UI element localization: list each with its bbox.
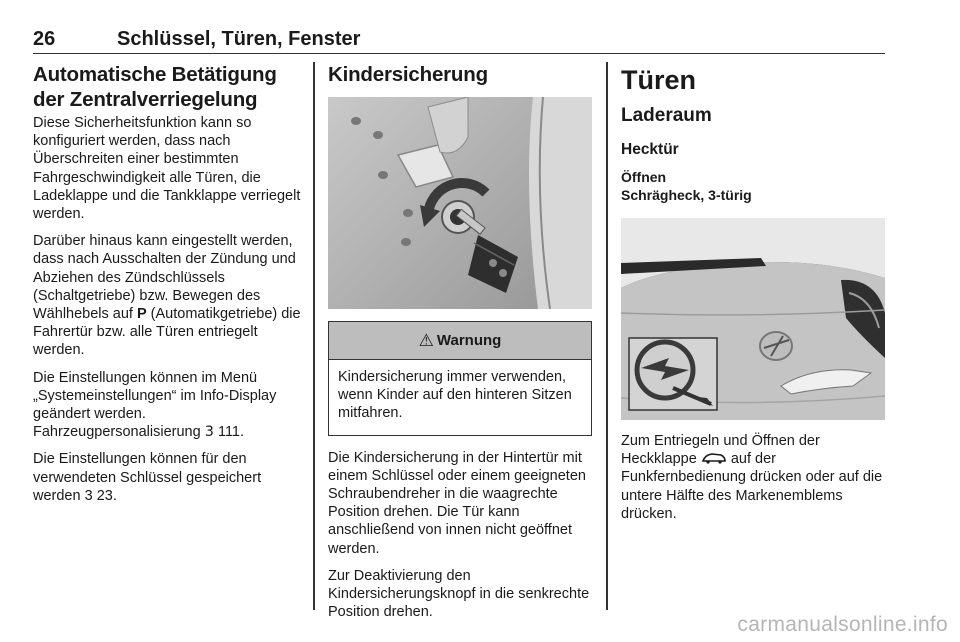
watermark: carmanualsonline.info [737,613,948,636]
warning-box [328,321,592,436]
page-reference[interactable]: 23 [96,487,113,504]
column-divider [606,62,608,610]
paragraph: Die Einstellungen können im Menü „Systemeinstellungen“ im Info-Display geändert werden. Fahrzeugpersonalisierung 3 111. [33,369,277,441]
car-tailgate-icon [701,452,727,464]
paragraph: Die Kindersicherung in der Hintertür mit einem Schlüssel oder einem geeigneten Schraubendreher in die waagrechte Position drehen. Die Tür kann anschließend von innen nicht geöffnet werden. [328,449,586,557]
page-ref-arrow-icon: 3 [84,487,93,504]
subsection-heading-open: Öffnen [621,169,667,185]
column-central-locking [33,62,301,505]
paragraph: Die Einstellungen können für den verwendeten Schlüssel gespeichert werden 3 23. [33,451,262,504]
subsection-heading-hatchback: Schrägheck, 3-türig [621,187,752,203]
page-reference[interactable]: 111 [217,424,240,441]
section-heading-cargo: Laderaum [621,105,712,126]
section-heading-child-lock: Kindersicherung [328,63,488,86]
column-child-lock [328,62,592,621]
paragraph: Darüber hinaus kann eingestellt werden, dass nach Ausschalten der Zündung und Abziehen des Zündschlüssels (Schaltgetriebe) bzw. Bewegen des Wählhebels auf P (Automatikgetriebe) die Fahrertür bzw. alle Türen entriegelt werden. [33,233,301,359]
paragraph: Diese Sicherheitsfunktion kann so konfiguriert werden, dass nach Überschreiten einer bestimmten Fahrgeschwindigkeit alle Türen, die Ladeklappe und die Tankklappe verriegelt werden. [33,115,301,223]
warning-title: Warnung [436,332,502,349]
gear-position: P [136,306,147,323]
warning-header [329,322,591,360]
tailgate-illustration [621,218,885,420]
child-lock-illustration [328,97,592,309]
warning-text: Kindersicherung immer verwenden, wenn Kinder auf den hinteren Sitzen mitfahren. [338,369,572,422]
section-heading-central-locking: Automatische Betätigung der Zentralverriegelung [33,63,277,111]
page-ref-arrow-icon: 3 [204,424,214,441]
column-doors [621,62,889,523]
page-number: 26 [33,28,56,50]
chapter-heading-doors: Türen [621,65,697,95]
subsection-heading-tailgate: Hecktür [621,141,679,158]
paragraph: Zur Deaktivierung den Kindersicherungsknopf in die senkrechte Position drehen. [328,567,590,621]
page-header [33,28,885,54]
paragraph: Zum Entriegeln und Öffnen der Heckklappe auf der Funkfernbedienung drücken oder auf die untere Hälfte des Markenemblems drücken. [621,433,883,522]
chapter-title: Schlüssel, Türen, Fenster [117,28,361,50]
warning-triangle-icon: ⚠ [418,330,434,350]
column-divider [313,62,315,610]
